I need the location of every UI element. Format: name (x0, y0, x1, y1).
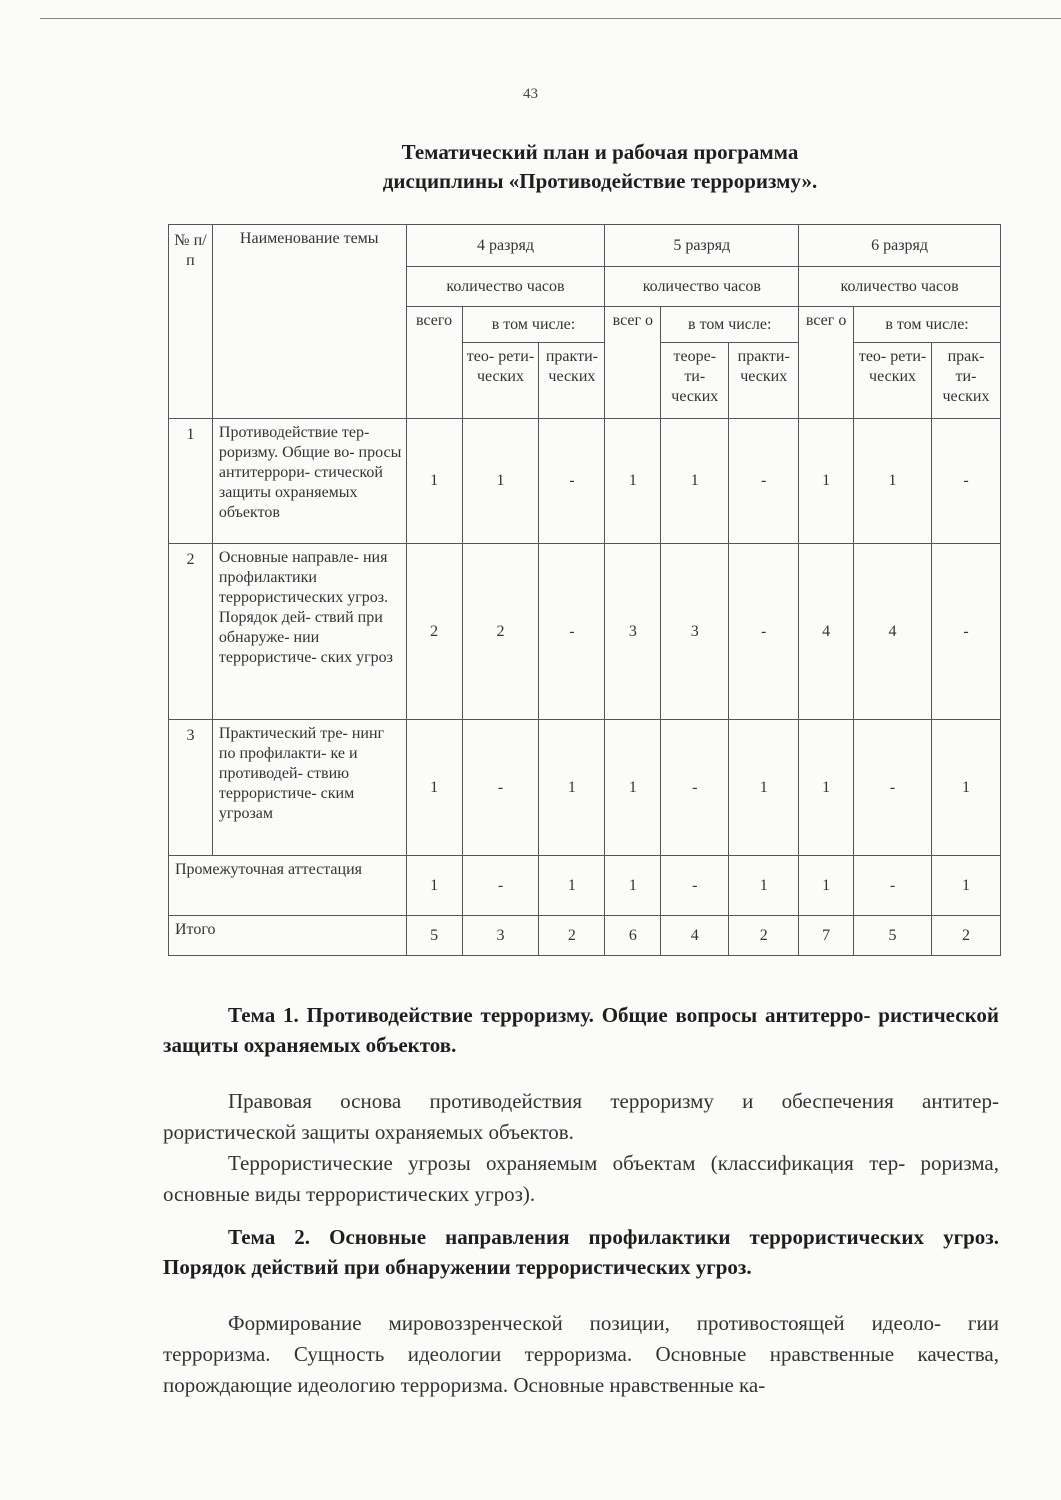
header-total-6: всег о (799, 307, 854, 419)
cell-value: - (854, 720, 932, 856)
topic-2-paragraph-1: Формирование мировоззренческой позиции, противостоящей идеоло- гии терроризма. Сущность идеологии терроризма. Основные нравственные качества, порождающие идеологию терроризма. Основные нравственные ка- (163, 1311, 999, 1397)
topic-1-paragraph-2: Террористические угрозы охраняемым объектам (классификация тер- роризма, основные виды террористических угроз). (163, 1151, 999, 1206)
header-total-4: всего (406, 307, 462, 419)
cell-value: 7 (799, 916, 854, 956)
header-practice-5: практи- ческих (729, 343, 799, 419)
cell-value: 1 (605, 419, 661, 544)
cell-value: 1 (462, 419, 539, 544)
header-theory-6: тео- рети- ческих (854, 343, 932, 419)
total-row (169, 916, 1001, 956)
topic-1-paragraph-1: Правовая основа противодействия терроризму и обеспечения антитер- рористической защиты охраняемых объектов. (163, 1089, 999, 1144)
scan-top-edge (40, 18, 1061, 19)
interim-label: Промежуточная аттестация (169, 856, 407, 916)
document-title (190, 138, 1010, 196)
header-grade-6: 6 разряд (799, 225, 1001, 267)
cell-value: 1 (799, 856, 854, 916)
cell-value: 2 (462, 544, 539, 720)
row-topic-name: Основные направле- ния профилактики террористических угроз. Порядок дей- ствий при обнаруже- нии террористиче- ских угроз (212, 544, 406, 720)
cell-value: - (729, 419, 799, 544)
cell-value: - (462, 856, 539, 916)
topic-2-section (163, 1222, 999, 1401)
cell-value: 1 (799, 720, 854, 856)
cell-value: - (931, 544, 1000, 720)
table-row (169, 544, 1001, 720)
cell-value: 1 (406, 720, 462, 856)
row-number: 2 (169, 544, 213, 720)
cell-value: 2 (729, 916, 799, 956)
cell-value: 4 (661, 916, 729, 956)
table-row (169, 419, 1001, 544)
header-including-4: в том числе: (462, 307, 605, 343)
cell-value: 1 (539, 720, 605, 856)
header-theory-5: теоре- ти- ческих (661, 343, 729, 419)
cell-value: 1 (854, 419, 932, 544)
row-number: 3 (169, 720, 213, 856)
header-including-6: в том числе: (854, 307, 1001, 343)
header-grade-5: 5 разряд (605, 225, 799, 267)
cell-value: - (931, 419, 1000, 544)
page-number: 43 (523, 86, 538, 102)
cell-value: 5 (854, 916, 932, 956)
topic-1-section (163, 1000, 999, 1210)
thematic-plan-table (168, 224, 1001, 956)
topic-2-heading: Тема 2. Основные направления профилактики террористических угроз. Порядок действий при обнаружении террористических угроз. (163, 1225, 999, 1279)
header-practice-4: практи- ческих (539, 343, 605, 419)
topic-1-heading: Тема 1. Противодействие терроризму. Общие вопросы антитерро- ристической защиты охраняемых объектов. (163, 1003, 999, 1057)
cell-value: 4 (854, 544, 932, 720)
cell-value: 1 (605, 720, 661, 856)
cell-value: 5 (406, 916, 462, 956)
header-num: № п/ п (169, 225, 213, 419)
cell-value: 4 (799, 544, 854, 720)
title-line-1: Тематический план и рабочая программа (401, 140, 799, 164)
cell-value: 1 (406, 419, 462, 544)
header-hours-4: количество часов (406, 267, 605, 307)
cell-value: 1 (661, 419, 729, 544)
header-hours-5: количество часов (605, 267, 799, 307)
total-label: Итого (169, 916, 407, 956)
cell-value: 6 (605, 916, 661, 956)
cell-value: 3 (661, 544, 729, 720)
cell-value: 1 (799, 419, 854, 544)
cell-value: 1 (539, 856, 605, 916)
header-hours-6: количество часов (799, 267, 1001, 307)
header-theory-4: тео- рети- ческих (462, 343, 539, 419)
row-topic-name: Практический тре- нинг по профилакти- ке и противодей- ствию террористиче- ским угрозам (212, 720, 406, 856)
cell-value: - (661, 720, 729, 856)
row-number: 1 (169, 419, 213, 544)
interim-row (169, 856, 1001, 916)
cell-value: 1 (729, 856, 799, 916)
cell-value: - (539, 544, 605, 720)
header-topic-name: Наименование темы (212, 225, 406, 419)
cell-value: 1 (931, 720, 1000, 856)
cell-value: 3 (605, 544, 661, 720)
cell-value: 1 (931, 856, 1000, 916)
header-practice-6: прак- ти- ческих (931, 343, 1000, 419)
cell-value: - (661, 856, 729, 916)
row-topic-name: Противодействие тер- роризму. Общие во- просы антитеррори- стической защиты охраняемых объектов (212, 419, 406, 544)
cell-value: 1 (406, 856, 462, 916)
table-row (169, 720, 1001, 856)
cell-value: 3 (462, 916, 539, 956)
cell-value: 1 (729, 720, 799, 856)
cell-value: 2 (406, 544, 462, 720)
cell-value: 2 (931, 916, 1000, 956)
cell-value: - (462, 720, 539, 856)
cell-value: 2 (539, 916, 605, 956)
header-grade-4: 4 разряд (406, 225, 605, 267)
cell-value: - (539, 419, 605, 544)
cell-value: - (854, 856, 932, 916)
header-including-5: в том числе: (661, 307, 799, 343)
header-total-5: всег о (605, 307, 661, 419)
cell-value: 1 (605, 856, 661, 916)
title-line-2: дисциплины «Противодействие терроризму». (382, 169, 818, 193)
cell-value: - (729, 544, 799, 720)
